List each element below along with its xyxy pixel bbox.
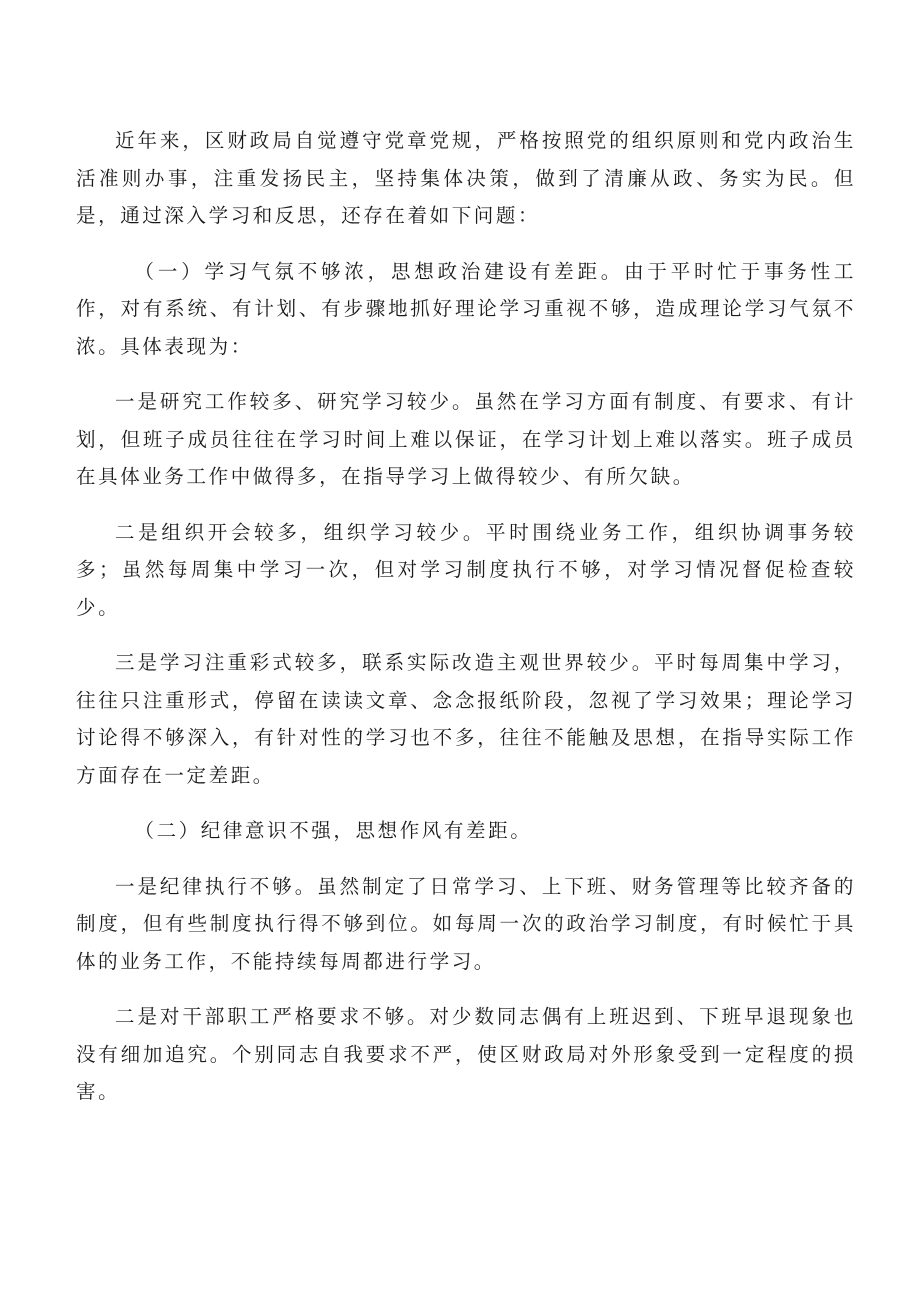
paragraph-item-2-2: 二是对干部职工严格要求不够。对少数同志偶有上班迟到、下班早退现象也没有细加追究。个别同志自我要求不严，使区财政局对外形象受到一定程度的损害。: [76, 1005, 856, 1103]
paragraph-item-1-3: 三是学习注重彩式较多，联系实际改造主观世界较少。平时每周集中学习，往往只注重形式，停留在读读文章、念念报纸阶段，忽视了学习效果；理论学习讨论得不够深入，有针对性的学习也不多，往往不能触及思想，在指导实际工作方面存在一定差距。: [76, 651, 856, 787]
paragraph-item-1-2: 二是组织开会较多，组织学习较少。平时围绕业务工作，组织协调事务较多；虽然每周集中学习一次，但对学习制度执行不够，对学习情况督促检查较少。: [76, 520, 856, 619]
paragraph-section-2-heading: （二）纪律意识不强，思想作风有差距。: [134, 819, 533, 842]
paragraph-intro: 近年来，区财政局自觉遵守党章党规，严格按照党的组织原则和党内政治生活准则办事，注重发扬民主，坚持集体决策，做到了清廉从政、务实为民。但是，通过深入学习和反思，还存在着如下问题：: [76, 129, 856, 227]
paragraph-item-1-1: 一是研究工作较多、研究学习较少。虽然在学习方面有制度、有要求、有计划，但班子成员往往在学习时间上难以保证，在学习计划上难以落实。班子成员在具体业务工作中做得多，在指导学习上做得较少、有所欠缺。: [76, 390, 856, 488]
document-body: [76, 122, 856, 1129]
paragraph-section-1-heading: （一）学习气氛不够浓，思想政治建设有差距。由于平时忙于事务性工作，对有系统、有计划、有步骤地抓好理论学习重视不够，造成理论学习气氛不浓。具体表现为：: [76, 259, 856, 358]
paragraph-item-2-1: 一是纪律执行不够。虽然制定了日常学习、上下班、财务管理等比较齐备的制度，但有些制度执行得不够到位。如每周一次的政治学习制度，有时候忙于具体的业务工作，不能持续每周都进行学习。: [76, 874, 856, 973]
